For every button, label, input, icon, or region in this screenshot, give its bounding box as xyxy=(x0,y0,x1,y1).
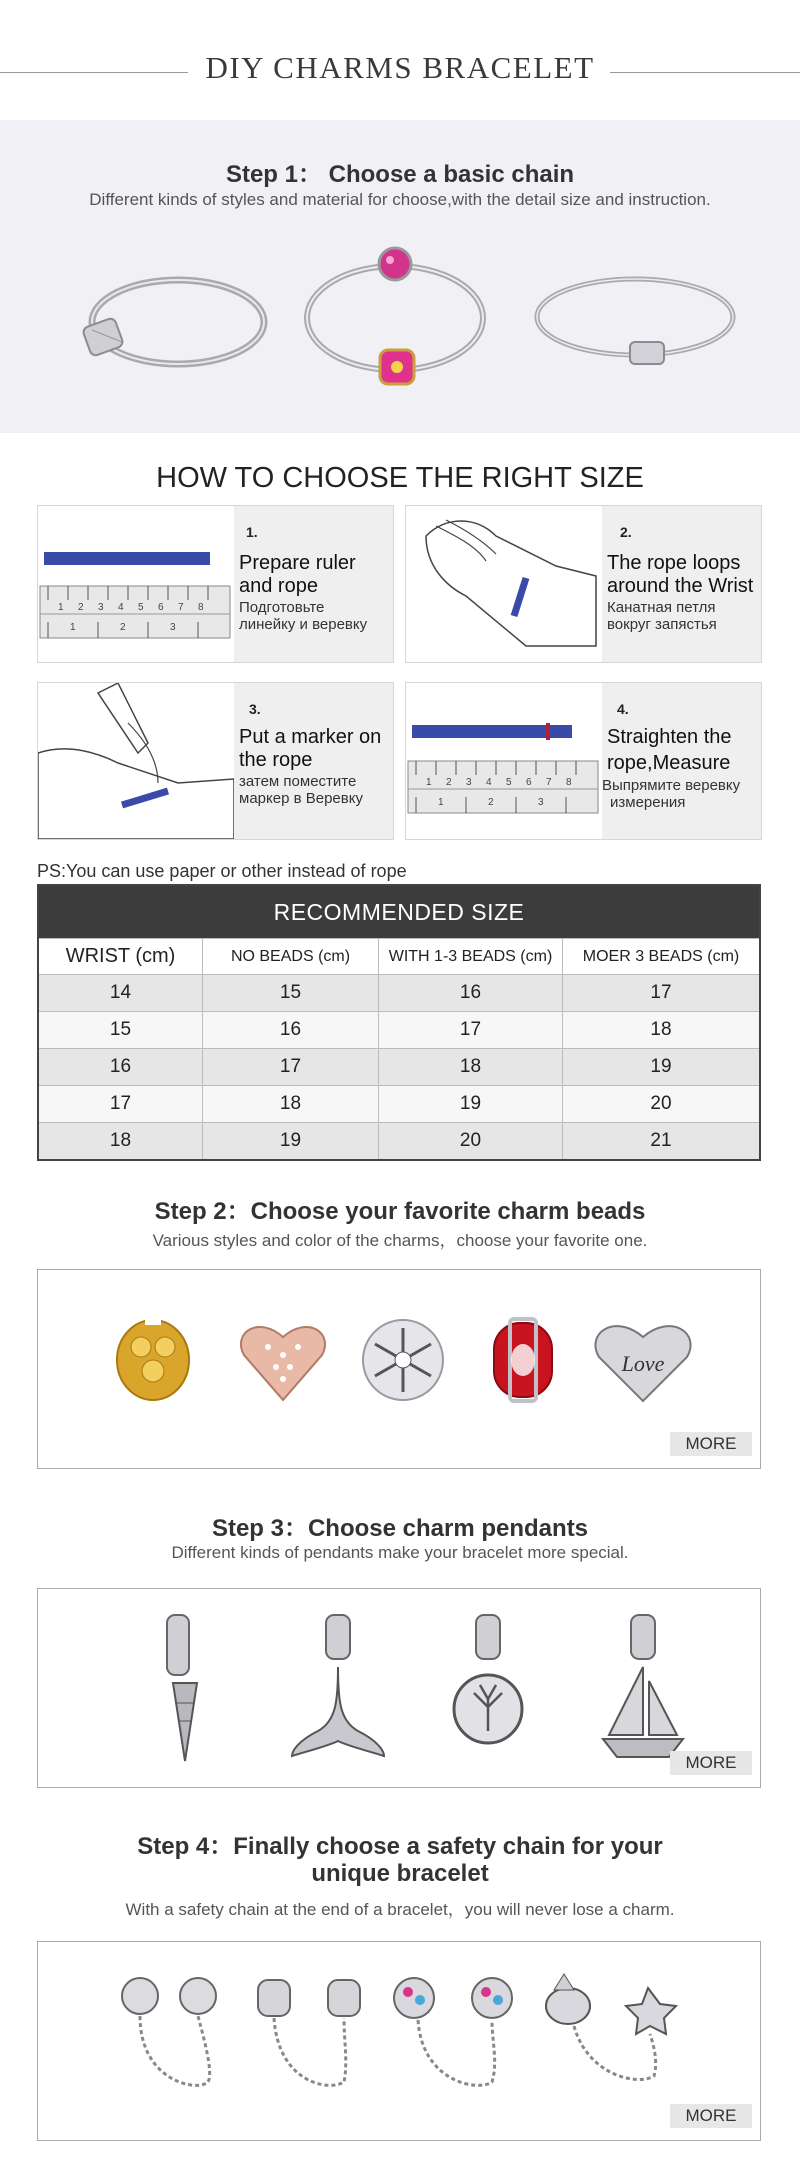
step-instruction-en: The rope loops xyxy=(607,552,741,574)
table-cell: 18 xyxy=(203,1086,379,1122)
column-header: MOER 3 BEADS (cm) xyxy=(582,947,740,965)
column-header: WITH 1-3 BEADS (cm) xyxy=(379,939,563,974)
rose-gold-heart-bead-image[interactable] xyxy=(238,1315,328,1405)
bee-flower-safety-chain-image[interactable] xyxy=(538,1966,688,2122)
table-row xyxy=(39,1122,759,1159)
rope-around-wrist-illustration xyxy=(406,506,602,662)
ruler-cm-number: 2 xyxy=(446,777,452,788)
more-safety-chains-button[interactable]: MORE xyxy=(670,2104,752,2128)
ruler-measure-icon xyxy=(406,683,602,839)
table-cell: 15 xyxy=(39,1012,203,1048)
table-row xyxy=(39,1048,759,1085)
step-number: 3. xyxy=(249,701,261,717)
table-title: RECOMMENDED SIZE xyxy=(39,886,759,938)
safety-chains-box xyxy=(37,1941,761,2141)
ruler-cm-number: 7 xyxy=(546,777,552,788)
step4-subtitle: With a safety chain at the end of a bracelet，you will never lose a charm. xyxy=(125,1900,675,1919)
table-row xyxy=(39,1011,759,1048)
ruler-cm-number: 7 xyxy=(178,602,184,613)
step-instruction-en: Straighten the xyxy=(607,726,732,748)
gold-rose-bead-image[interactable] xyxy=(113,1315,193,1405)
ruler-cm-number: 6 xyxy=(158,602,164,613)
table-cell: 19 xyxy=(379,1086,563,1122)
table-cell: 18 xyxy=(379,1049,563,1085)
more-charm-beads-button[interactable]: MORE xyxy=(670,1432,752,1456)
step2-subtitle: Various styles and color of the charms，choose your favorite one. xyxy=(152,1231,648,1250)
step-instruction-ru: Канатная петля xyxy=(607,599,716,616)
table-row xyxy=(39,974,759,1011)
ruler-cm-number: 8 xyxy=(198,602,204,613)
step4-title-line2: unique bracelet xyxy=(311,1860,489,1887)
ruler-cm-number: 1 xyxy=(426,777,432,788)
column-header: WRIST (cm) xyxy=(39,939,203,974)
charm-pendants-box xyxy=(37,1588,761,1788)
step-instruction-ru: вокруг запястья xyxy=(607,616,717,633)
heart-safety-chain-image[interactable] xyxy=(248,1972,378,2122)
step-instruction-en: around the Wrist xyxy=(607,575,754,597)
flower-safety-chain-image[interactable] xyxy=(388,1972,528,2122)
step-instruction-en: Put a marker on xyxy=(239,726,382,748)
step-instruction-ru: маркер в Веревку xyxy=(239,790,363,807)
snake-chain-bracelet-image[interactable] xyxy=(78,260,268,380)
table-cell: 20 xyxy=(379,1123,563,1159)
step-instruction-en: the rope xyxy=(239,749,313,771)
size-step-card-3 xyxy=(37,682,394,840)
table-cell: 16 xyxy=(39,1049,203,1085)
ruler-cm-number: 2 xyxy=(78,602,84,613)
table-cell: 17 xyxy=(39,1086,203,1122)
table-cell: 16 xyxy=(203,1012,379,1048)
step-number: 2. xyxy=(620,524,632,540)
step-instruction-ru: Подготовьте xyxy=(239,599,325,616)
ruler-cm-number: 4 xyxy=(118,602,124,613)
pinecone-pendant-image[interactable] xyxy=(153,1611,213,1771)
table-cell: 21 xyxy=(650,1130,672,1151)
ruler-icon xyxy=(38,506,234,662)
table-cell: 19 xyxy=(650,1056,672,1077)
ruler-inch-number: 2 xyxy=(120,622,126,633)
more-pendants-button[interactable]: MORE xyxy=(670,1751,752,1775)
table-cell: 17 xyxy=(379,1012,563,1048)
step-number: 1. xyxy=(246,524,258,540)
ruler-inch-number: 2 xyxy=(488,797,494,808)
crystal-safety-chain-image[interactable] xyxy=(118,1972,238,2122)
step-instruction-en: Prepare ruler xyxy=(239,552,356,574)
table-cell: 14 xyxy=(39,975,203,1011)
step-instruction-ru: Выпрямите веревку xyxy=(602,777,741,794)
ps-note: PS:You can use paper or other instead of rope xyxy=(37,861,407,881)
recommended-size-table xyxy=(37,884,761,1161)
ruler-cm-number: 6 xyxy=(526,777,532,788)
step-instruction-en: rope,Measure xyxy=(607,752,731,774)
red-murano-bead-image[interactable] xyxy=(488,1315,558,1405)
step3-title: Step 3：Choose charm pendants xyxy=(211,1515,589,1542)
table-cell: 15 xyxy=(203,975,379,1011)
table-cell: 19 xyxy=(203,1123,379,1159)
step-instruction-en: and rope xyxy=(239,575,318,597)
table-cell: 17 xyxy=(203,1049,379,1085)
table-cell: 16 xyxy=(379,975,563,1011)
table-header-row xyxy=(39,938,759,974)
ruler-inch-number: 1 xyxy=(438,797,444,808)
page-header xyxy=(0,0,800,120)
love-heart-bead-image[interactable] xyxy=(593,1315,693,1405)
page-title: DIY CHARMS BRACELET xyxy=(205,50,595,85)
step-instruction-ru: затем поместите xyxy=(239,773,357,790)
step2-title: Step 2：Choose your favorite charm beads xyxy=(154,1198,646,1225)
ruler-cm-number: 5 xyxy=(506,777,512,788)
title-divider-right xyxy=(610,72,800,73)
step1-subtitle: Different kinds of styles and material for choose,with the detail size and instruction. xyxy=(89,190,711,209)
ruler-inch-number: 3 xyxy=(170,622,176,633)
tree-of-life-pendant-image[interactable] xyxy=(448,1611,528,1771)
column-header: NO BEADS (cm) xyxy=(203,939,379,974)
ruler-inch-number: 1 xyxy=(70,622,76,633)
size-step-card-2 xyxy=(405,505,762,663)
ruler-inch-number: 3 xyxy=(538,797,544,808)
sailboat-pendant-image[interactable] xyxy=(593,1611,693,1771)
step-number: 4. xyxy=(617,701,629,717)
step3-subtitle: Different kinds of pendants make your bracelet more special. xyxy=(171,1543,629,1562)
table-cell: 17 xyxy=(650,982,672,1003)
measure-rope-illustration xyxy=(406,683,602,839)
mark-rope-illustration xyxy=(38,683,234,839)
barrel-clasp-bracelet-image[interactable] xyxy=(530,262,740,372)
step1-panel xyxy=(0,120,800,433)
table-cell: 18 xyxy=(39,1123,203,1159)
table-cell: 18 xyxy=(650,1019,672,1040)
snowflake-bead-image[interactable] xyxy=(358,1312,448,1408)
bead-bracelet-image[interactable] xyxy=(300,230,490,390)
step4-title-line1: Step 4：Finally choose a safety chain for your xyxy=(137,1833,663,1860)
size-step-card-4 xyxy=(405,682,762,840)
ruler-cm-number: 1 xyxy=(58,602,64,613)
whale-tail-pendant-image[interactable] xyxy=(288,1611,388,1771)
ruler-cm-number: 3 xyxy=(98,602,104,613)
table-row xyxy=(39,1085,759,1122)
ruler-and-rope-illustration xyxy=(38,506,234,662)
ruler-cm-number: 4 xyxy=(486,777,492,788)
size-guide-title: HOW TO CHOOSE THE RIGHT SIZE xyxy=(156,462,644,494)
ruler-cm-number: 8 xyxy=(566,777,572,788)
ruler-cm-number: 3 xyxy=(466,777,472,788)
step1-title: Step 1： Choose a basic chain xyxy=(225,161,575,188)
step-instruction-ru: измерения xyxy=(610,794,686,811)
step-instruction-ru: линейку и веревку xyxy=(239,616,368,633)
love-heart-text: Love xyxy=(621,1351,665,1376)
hand-marker-icon xyxy=(38,683,234,839)
charm-beads-box xyxy=(37,1269,761,1469)
table-cell: 20 xyxy=(650,1093,672,1114)
size-step-card-1 xyxy=(37,505,394,663)
wrist-icon xyxy=(406,506,602,662)
ruler-cm-number: 5 xyxy=(138,602,144,613)
